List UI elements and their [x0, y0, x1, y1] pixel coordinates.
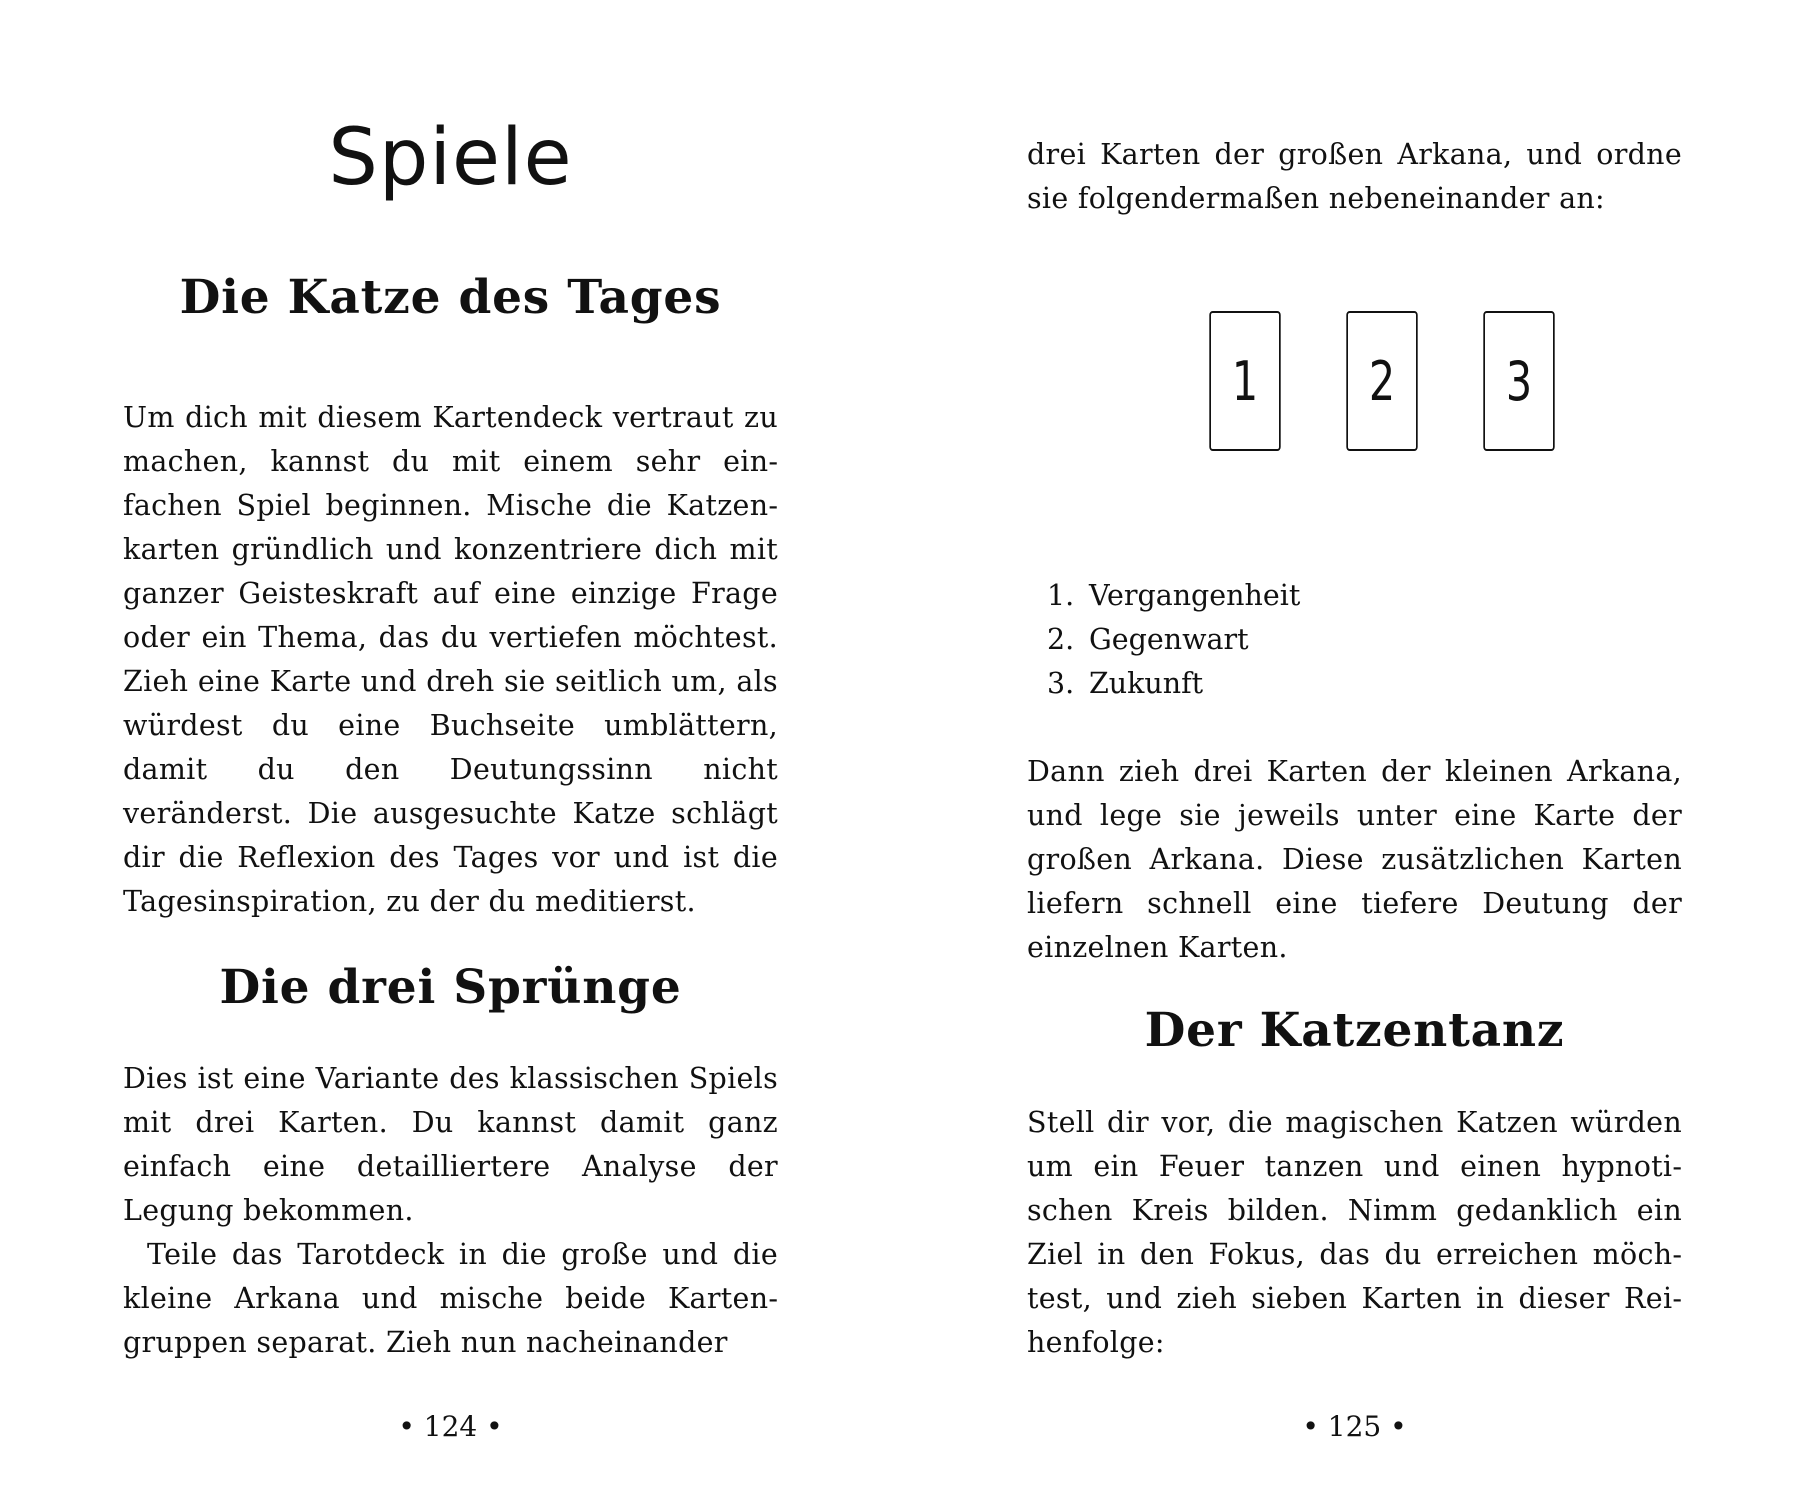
page-number: • 125 •: [1302, 1410, 1407, 1443]
list-item-label: Vergangenheit: [1089, 579, 1301, 612]
paragraph-katzentanz: Stell dir vor, die magischen Katzen würden um ein Feuer tanzen und einen hypnotischen Kreis bilden. Nimm gedanklich ein Ziel in den Fokus, das du erreichen möchtest, und zieh sieben Karten in dieser Reihenfolge:: [1027, 1106, 1682, 1359]
section-heading-katze-des-tages: Die Katze des Tages: [179, 270, 722, 325]
paragraph-intro: drei Karten der großen Arkana, und ordne sie folgendermaßen nebeneinander an:: [1027, 138, 1682, 215]
paragraph-drei-spruenge-1: Dies ist eine Variante des klassischen Spiels mit drei Karten. Du kannst damit ganz einfach eine detailliertere Analyse der Legung bekommen.: [123, 1062, 778, 1227]
list-item-number: 1.: [1047, 579, 1075, 612]
list-item-label: Zukunft: [1089, 667, 1204, 700]
list-item: [1047, 618, 1300, 662]
list-item: [1047, 662, 1300, 706]
page-number: • 124 •: [398, 1410, 503, 1443]
paragraph-drei-spruenge-2: Teile das Tarotdeck in die große und die kleine Arkana und mische beide Kartengruppen separat. Zieh nun nacheinander: [123, 1238, 778, 1359]
list-item-number: 3.: [1047, 667, 1075, 700]
list-item: [1047, 574, 1300, 618]
list-item-label: Gegenwart: [1089, 623, 1249, 656]
card-position-1: 1: [1209, 311, 1280, 451]
part-title: Spiele: [328, 113, 573, 203]
list-item-number: 2.: [1047, 623, 1075, 656]
section-heading-drei-spruenge: Die drei Sprünge: [219, 960, 682, 1015]
position-list: [1047, 574, 1300, 706]
section-heading-katzentanz: Der Katzentanz: [1144, 1003, 1565, 1058]
card-position-2: 2: [1346, 311, 1417, 451]
card-spread-diagram: [1203, 311, 1563, 455]
right-page: [897, 0, 1795, 1500]
left-page: [0, 0, 897, 1500]
card-position-3: 3: [1483, 311, 1554, 451]
paragraph-kleine-arkana: Dann zieh drei Karten der kleinen Arkana, und lege sie jeweils unter eine Karte der großen Arkana. Diese zusätzlichen Karten liefern schnell eine tiefere Deutung der einzelnen Karten.: [1027, 755, 1682, 964]
paragraph-katze-des-tages: Um dich mit diesem Kartendeck vertraut zu machen, kannst du mit einem sehr einfachen Spiel beginnen. Mische die Katzenkarten gründlich und konzentriere dich mit ganzer Geisteskraft auf eine einzige Frage oder ein Thema, das du vertiefen möchtest. Zieh eine Karte und dreh sie seitlich um, als würdest du eine Buchseite umblättern, damit du den Deutungssinn nicht veränderst. Die ausgesuchte Katze schlägt dir die Reflexion des Tages vor und ist die Tagesinspiration, zu der du meditierst.: [123, 401, 778, 918]
